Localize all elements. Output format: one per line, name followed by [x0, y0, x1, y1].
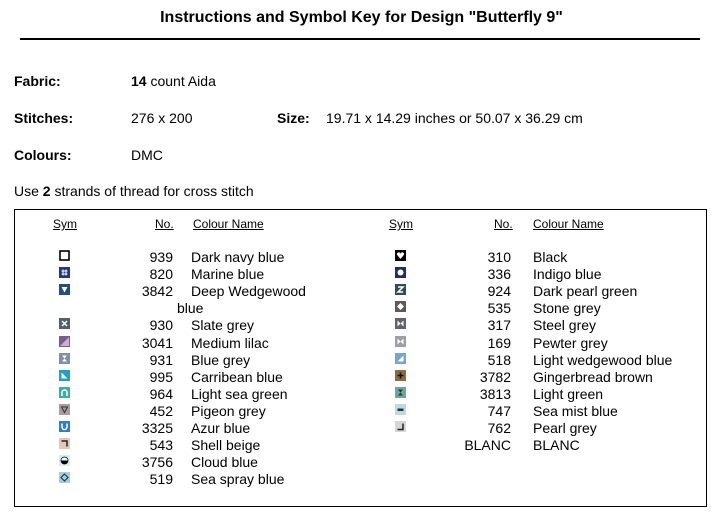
- color-name: Pewter grey: [533, 334, 608, 351]
- color-number: 924: [487, 283, 511, 300]
- hollow-square-icon: [59, 250, 70, 261]
- color-name: Cloud blue: [191, 454, 258, 471]
- color-number: 543: [149, 437, 173, 454]
- color-name: Light green: [533, 385, 604, 402]
- fabric-count: 14: [131, 73, 147, 89]
- corner-bracket-icon: [59, 438, 70, 449]
- bar-icon: [395, 404, 406, 415]
- size-label: Size:: [277, 110, 310, 126]
- color-name: Light sea green: [191, 385, 288, 402]
- color-name: Medium lilac: [191, 334, 269, 351]
- colours-value: DMC: [131, 147, 163, 163]
- color-name: Deep Wedgewood: [191, 283, 306, 300]
- header-name-right: Colour Name: [533, 217, 604, 231]
- bowtie-light-icon: [395, 336, 406, 347]
- colours-label: Colours:: [14, 147, 72, 163]
- down-triangle-icon: [59, 284, 70, 295]
- color-name: Dark navy blue: [191, 249, 285, 265]
- color-number: 535: [487, 300, 511, 317]
- color-number: BLANC: [464, 437, 511, 454]
- color-name: Sea spray blue: [191, 471, 285, 488]
- color-number: 747: [487, 402, 511, 419]
- color-number: 3842: [141, 283, 173, 300]
- diamond-outline-icon: [59, 472, 70, 483]
- color-name: Sea mist blue: [533, 402, 618, 419]
- color-number: 310: [487, 249, 511, 265]
- l-bracket-icon: [395, 421, 406, 432]
- header-no-left: No.: [155, 217, 174, 231]
- header-name-left: Colour Name: [193, 217, 264, 231]
- strands-post: strands of thread for cross stitch: [50, 183, 254, 199]
- color-name: Steel grey: [533, 317, 597, 334]
- stitches-value: 276 x 200: [131, 110, 193, 126]
- x-mark-icon: [59, 318, 70, 329]
- color-name: Pigeon grey: [191, 402, 266, 419]
- diamond-icon: [395, 301, 406, 312]
- color-name: Indigo blue: [533, 266, 602, 283]
- color-name: Pearl grey: [533, 420, 597, 436]
- blank-icon: [395, 438, 406, 449]
- diagonal-half-icon: [59, 336, 70, 347]
- color-name: Black: [533, 249, 568, 265]
- page-title: Instructions and Symbol Key for Design "Butterfly 9": [160, 9, 563, 26]
- fabric-type: count Aida: [146, 73, 216, 89]
- corner-triangle-right-icon: [395, 353, 406, 364]
- color-name-continuation: blue: [177, 300, 204, 317]
- color-number: 452: [149, 402, 173, 419]
- header-sym-right: Sym: [389, 217, 413, 231]
- color-name: Marine blue: [191, 266, 265, 283]
- color-number: 820: [149, 266, 173, 283]
- color-number: 3813: [479, 385, 511, 402]
- header-no-right: No.: [494, 217, 513, 231]
- color-number: 931: [149, 351, 173, 368]
- hash-icon: [59, 267, 70, 278]
- color-number: 3325: [141, 420, 173, 436]
- color-number: 3782: [479, 368, 511, 385]
- stitches-label: Stitches:: [14, 110, 74, 126]
- half-circle-icon: [59, 455, 70, 466]
- color-number: 964: [149, 385, 173, 402]
- title-divider: [20, 38, 700, 40]
- plus-icon: [395, 370, 406, 381]
- color-name: Blue grey: [191, 351, 251, 368]
- color-name: Shell beige: [191, 437, 261, 454]
- header-sym-left: Sym: [53, 217, 77, 231]
- color-number: 3041: [141, 334, 173, 351]
- color-name: Gingerbread brown: [533, 368, 653, 385]
- fabric-label: Fabric:: [14, 73, 61, 89]
- z-letter-icon: [395, 284, 406, 295]
- hourglass-green-icon: [395, 387, 406, 398]
- corner-triangle-icon: [59, 370, 70, 381]
- color-number: 995: [149, 368, 173, 385]
- fabric-value: [131, 73, 216, 89]
- color-name: Stone grey: [533, 300, 601, 317]
- color-name: BLANC: [533, 437, 580, 454]
- color-number: 518: [487, 351, 511, 368]
- size-value: 19.71 x 14.29 inches or 50.07 x 36.29 cm: [326, 110, 583, 126]
- color-number: 3756: [141, 454, 173, 471]
- color-number: 519: [149, 471, 173, 488]
- color-name: Dark pearl green: [533, 283, 638, 300]
- color-name: Azur blue: [191, 420, 251, 436]
- heart-icon: [395, 250, 406, 261]
- circle-icon: [395, 267, 406, 278]
- hourglass-icon: [59, 353, 70, 364]
- strands-pre: Use: [14, 183, 43, 199]
- color-name: Light wedgewood blue: [533, 351, 673, 368]
- color-number: 930: [149, 317, 173, 334]
- strands-instruction: [14, 183, 254, 199]
- color-name: Slate grey: [191, 317, 255, 334]
- color-number: 336: [487, 266, 511, 283]
- color-number: 939: [149, 249, 173, 265]
- down-triangle-outline-icon: [59, 404, 70, 415]
- color-name: Carribean blue: [191, 368, 283, 385]
- bowtie-icon: [395, 318, 406, 329]
- color-number: 762: [487, 420, 511, 436]
- u-cup-icon: [59, 421, 70, 432]
- color-number: 169: [487, 334, 511, 351]
- color-number: 317: [487, 317, 511, 334]
- arch-icon: [59, 387, 70, 398]
- strands-count: 2: [42, 183, 51, 199]
